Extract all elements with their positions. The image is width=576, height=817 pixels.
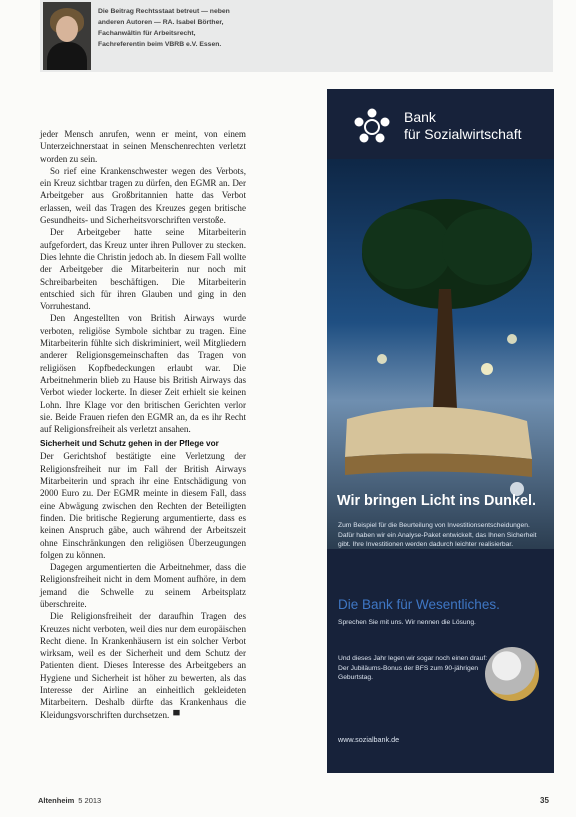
bank-logo-icon xyxy=(352,107,392,147)
ad-headline: Wir bringen Licht ins Dunkel. xyxy=(337,493,536,509)
article-paragraph: Die Religionsfreiheit der daraufhin Tragen des Kreuzes nicht verboten, weil dies nur dem europäischen Recht diene. In Krankenhäusern ist ein solcher Verbot wirksam, weil es der Sicherheit und dem Schutz der Patienten dient. Dieses Interesse des Arbeitgebers an Hygiene und Sicherheit ist höher zu bewerten, als das Interesse der Airline an einheitlich gekleideten Mitarbeitern. Deshalb dürfte das Krankenhaus die Kleidungsvorschriften durchsetzen. ▀ xyxy=(40,611,246,720)
ad-url-link[interactable]: www.sozialbank.de xyxy=(338,735,400,744)
bank-advertisement xyxy=(327,89,554,773)
ad-anniversary-text: Und dieses Jahr legen wir sogar noch einen drauf: Der Jubiläums-Bonus der BFS zum 90-jährigen Geburtstag. xyxy=(338,655,488,682)
author-box xyxy=(40,0,553,72)
section-heading: Sicherheit und Schutz gehen in der Pflege vor xyxy=(40,439,219,449)
article-paragraph: Der Arbeitgeber hatte seine Mitarbeiterin aufgefordert, das Kreuz unter ihren Pullover zu stecken. Dies lehnte die Christin jedoch ab. In diesem Fall wollte der Arbeitgeber die Mitarbeiterin nur noch mit Schreibarbeiten beschäftigen. Die Mitarbeiterin entschied sich für ihren Glauben und ging in den Vorruhestand. xyxy=(40,227,246,312)
bank-name: Bank für Sozialwirtschaft xyxy=(404,109,522,142)
author-caption: Die Beitrag Rechtsstaat betreut — neben anderen Autoren — RA. Isabel Börther, Fachanwältin für Arbeitsrecht, Fachreferentin beim VBRB e.V. Essen. xyxy=(98,8,230,48)
article-paragraph: Der Gerichtshof bestätigte eine Verletzung der Religionsfreiheit nur im Fall der British Airways Mitarbeiterin und sprach ihr eine Entschädigung von 2000 Euro zu. Der EGMR meinte in diesem Fall, dass eine Abwägung zwischen den Rechten der Beteiligten finden. Die britische Regierung argumentierte, dass es keinen Anspruch gäbe, auch während der Arbeitszeit ohne Einschränkungen den religiösen Überzeugungen folgen zu können. xyxy=(40,451,246,560)
article-column xyxy=(40,128,246,721)
page-number: 35 xyxy=(540,796,549,805)
ad-subline: Sprechen Sie mit uns. Wir nennen die Lösung. xyxy=(338,619,476,626)
tree-book-illustration xyxy=(327,159,554,549)
journal-footer: Altenheim 5 2013 xyxy=(38,796,102,805)
ad-body-text: Zum Beispiel für die Beurteilung von Investitionsentscheidungen. Dafür haben wir ein Analyse-Paket entwickelt, das Ihnen Sicherheit gibt. Ihre Investitionen werden dadurch leichter realisierbar. xyxy=(338,522,537,549)
article-paragraph: So rief eine Krankenschwester wegen des Verbots, ein Kreuz sichtbar tragen zu dürfen, den EGMR an. Der Arbeitgeber aus Großbritannien hatte das Verbot erlassen, weil das Tragen des Kreuzes gegen britische Gesundheits- und Sicherheitsvorschriften verstoße. xyxy=(40,165,246,226)
article-paragraph: Den Angestellten von British Airways wurde verboten, religiöse Symbole sichtbar zu tragen. Eine Mitarbeiterin fühlte sich diskriminiert, weil Mitgliedern anderer Religionsgemeinschaften das Tragen von religiösen Kopfbedeckungen erlaubt war. Die Arbeitnehmerin blieb zu Hause bis British Airways das Verbot wieder lockerte. In dieser Zeit erhielt sie keinen Lohn. Ihre Klage vor den britischen Gerichten verlor sie. Beide Frauen riefen den EGMR an, da es ihr Recht auf Religionsfreiheit als verletzt ansahen. xyxy=(40,313,246,435)
end-mark: ▀ xyxy=(173,709,180,720)
article-paragraph: jeder Mensch anrufen, wenn er meint, von einem Unterzeichnerstaat in seinen Menschenrechten verletzt worden zu sein. xyxy=(40,129,246,164)
ad-slogan: Die Bank für Wesentliches. xyxy=(338,597,500,612)
author-photo xyxy=(43,2,91,70)
article-paragraph: Dagegen argumentierten die Arbeitnehmer, dass die Religionsfreiheit nicht in dem Moment aufhöre, in dem jemand die Schwelle zu seinem Arbeitsplatz überschreite. xyxy=(40,562,246,609)
coin-image xyxy=(485,647,539,701)
